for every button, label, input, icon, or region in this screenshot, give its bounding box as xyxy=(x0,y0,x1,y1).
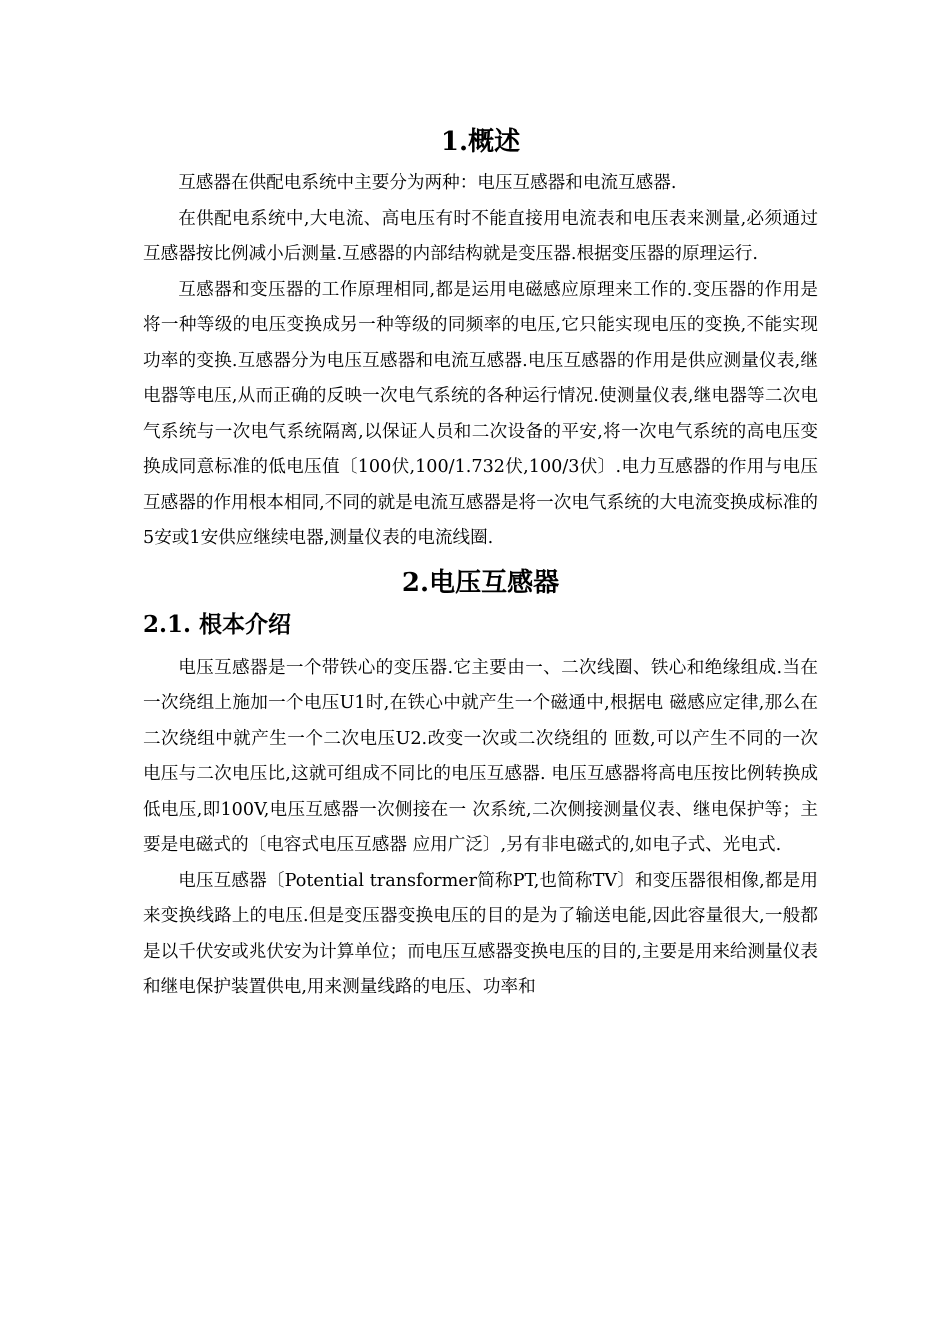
subsection-2-1-paragraph-1: 电压互感器是一个带铁心的变压器.它主要由一、二次线圈、铁心和绝缘组成.当在一次绕组上施加一个电压U1时,在铁心中就产生一个磁通中,根据电 磁感应定律,那么在二次绕组中就产生一个二次电压U2.改变一次或二次绕组的 匝数,可以产生不同的一次电压与二次电压比,这就可组成不同比的电压互感器. 电压互感器将高电压按比例转换成低电压,即100V,电压互感器一次侧接在一 次系统,二次侧接测量仪表、继电保护等；主要是电磁式的〔电容式电压互感器 应用广泛〕,另有非电磁式的,如电子式、光电式. xyxy=(143,657,818,855)
section-1-paragraph-1: 互感器在供配电系统中主要分为两种：电压互感器和电流互感器. xyxy=(178,173,677,193)
subsection-2-1-title: 2.1. 根本介绍 xyxy=(143,610,292,638)
section-2-title: 2.电压互感器 xyxy=(401,567,560,598)
section-1-paragraph-3: 互感器和变压器的工作原理相同,都是运用电磁感应原理来工作的.变压器的作用是将一种等级的电压变换成另一种等级的同频率的电压,它只能实现电压的变换,不能实现功率的变换.互感器分为电压互感器和电流互感器.电压互感器的作用是供应测量仪表,继电器等电压,从而正确的反映一次电气系统的各种运行情况.使测量仪表,继电器等二次电气系统与一次电气系统隔离,以保证人员和二次设备的平安,将一次电气系统的高电压变换成同意标准的低电压值〔100伏,100/1.732伏,100/3伏〕.电力互感器的作用与电压互感器的作用根本相同,不同的就是电流互感器是将一次电气系统的大电流变换成标准的5安或1安供应继续电器,测量仪表的电流线圈. xyxy=(143,279,818,548)
section-1-paragraph-2: 在供配电系统中,大电流、高电压有时不能直接用电流表和电压表来测量,必须通过互感器按比例减小后测量.互感器的内部结构就是变压器.根据变压器的原理运行. xyxy=(143,208,818,264)
subsection-2-1-paragraph-2: 电压互感器〔Potential transformer简称PT,也简称TV〕和变压器很相像,都是用来变换线路上的电压.但是变压器变换电压的目的是为了输送电能,因此容量很大,一般都是以千伏安或兆伏安为计算单位；而电压互感器变换电压的目的,主要是用来给测量仪表和继电保护装置供电,用来测量线路的电压、功率和 xyxy=(143,870,818,997)
section-1-title: 1.概述 xyxy=(440,127,521,157)
document-body xyxy=(143,122,818,1006)
